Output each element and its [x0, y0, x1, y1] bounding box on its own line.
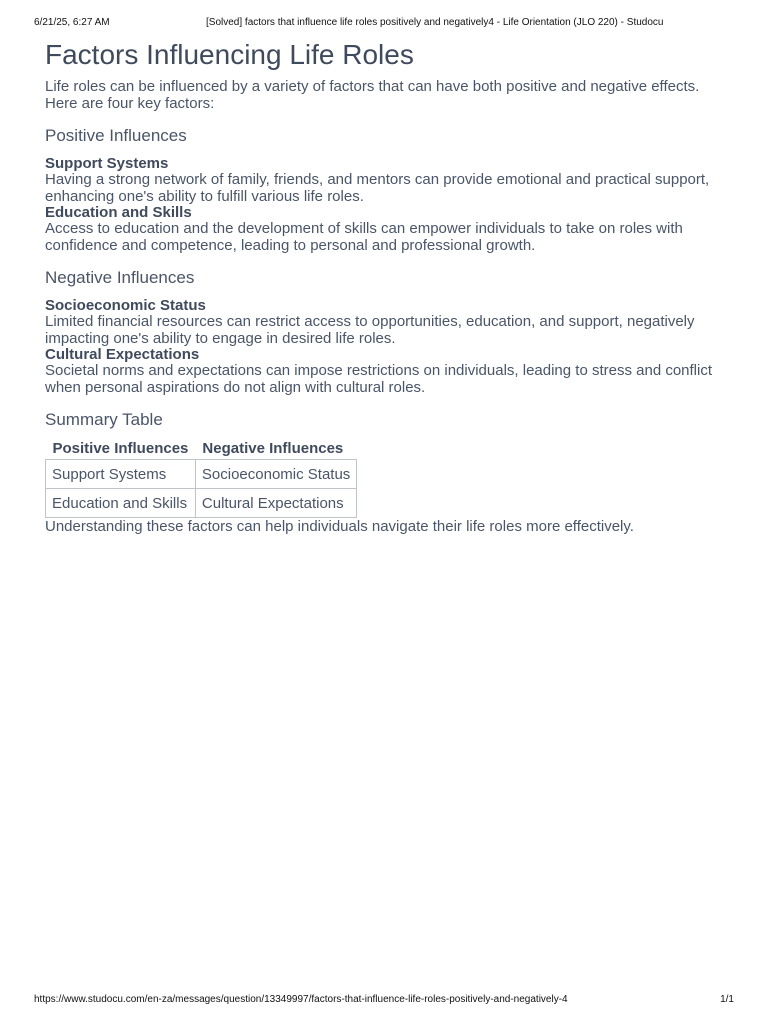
- negative-influences-list: [45, 298, 735, 396]
- item-text-socioeconomic-status: Limited financial resources can restrict access to opportunities, education, and support, negatively impacting one's ability to engage in desired life roles.: [45, 313, 695, 347]
- print-header: [34, 17, 734, 31]
- print-page-title: [Solved] factors that influence life roles positively and negatively4 - Life Orientation (JLO 220) - Studocu: [206, 17, 664, 28]
- item-title-socioeconomic-status: Socioeconomic Status: [45, 297, 206, 314]
- table-row: [46, 489, 357, 518]
- table-cell: Socioeconomic Status: [195, 460, 356, 489]
- table-cell: Cultural Expectations: [195, 489, 356, 518]
- document-body: [45, 38, 735, 536]
- table-header-row: [46, 438, 357, 460]
- item-title-cultural-expectations: Cultural Expectations: [45, 346, 200, 363]
- item-text-cultural-expectations: Societal norms and expectations can impose restrictions on individuals, leading to stress and conflict when personal aspirations do not align with cultural roles.: [45, 362, 713, 396]
- table-row: [46, 460, 357, 489]
- summary-table: [45, 438, 357, 518]
- table-cell: Support Systems: [46, 460, 196, 489]
- item-text-education-skills: Access to education and the development of skills can empower individuals to take on roles with confidence and competence, leading to personal and professional growth.: [45, 220, 683, 254]
- page-url: https://www.studocu.com/en-za/messages/question/13349997/factors-that-influence-life-roles-positively-and-negatively-4: [34, 994, 568, 1005]
- table-header-cell: Negative Influences: [202, 440, 344, 457]
- page-number: 1/1: [720, 994, 734, 1005]
- positive-influences-list: [45, 156, 735, 254]
- item-title-education-skills: Education and Skills: [45, 204, 192, 221]
- item-title-support-systems: Support Systems: [45, 155, 169, 172]
- table-header-cell: Positive Influences: [52, 440, 189, 457]
- table-cell: Education and Skills: [46, 489, 196, 518]
- page-title: Factors Influencing Life Roles: [45, 39, 414, 70]
- section-heading-summary: Summary Table: [45, 410, 163, 429]
- intro-paragraph: Life roles can be influenced by a variety of factors that can have both positive and negative effects. Here are four key factors:: [45, 78, 700, 112]
- print-date: 6/21/25, 6:27 AM: [34, 17, 110, 28]
- section-heading-positive: Positive Influences: [45, 126, 187, 145]
- closing-paragraph: Understanding these factors can help individuals navigate their life roles more effectively.: [45, 518, 634, 535]
- section-heading-negative: Negative Influences: [45, 268, 195, 287]
- item-text-support-systems: Having a strong network of family, friends, and mentors can provide emotional and practical support, enhancing one's ability to fulfill various life roles.: [45, 171, 710, 205]
